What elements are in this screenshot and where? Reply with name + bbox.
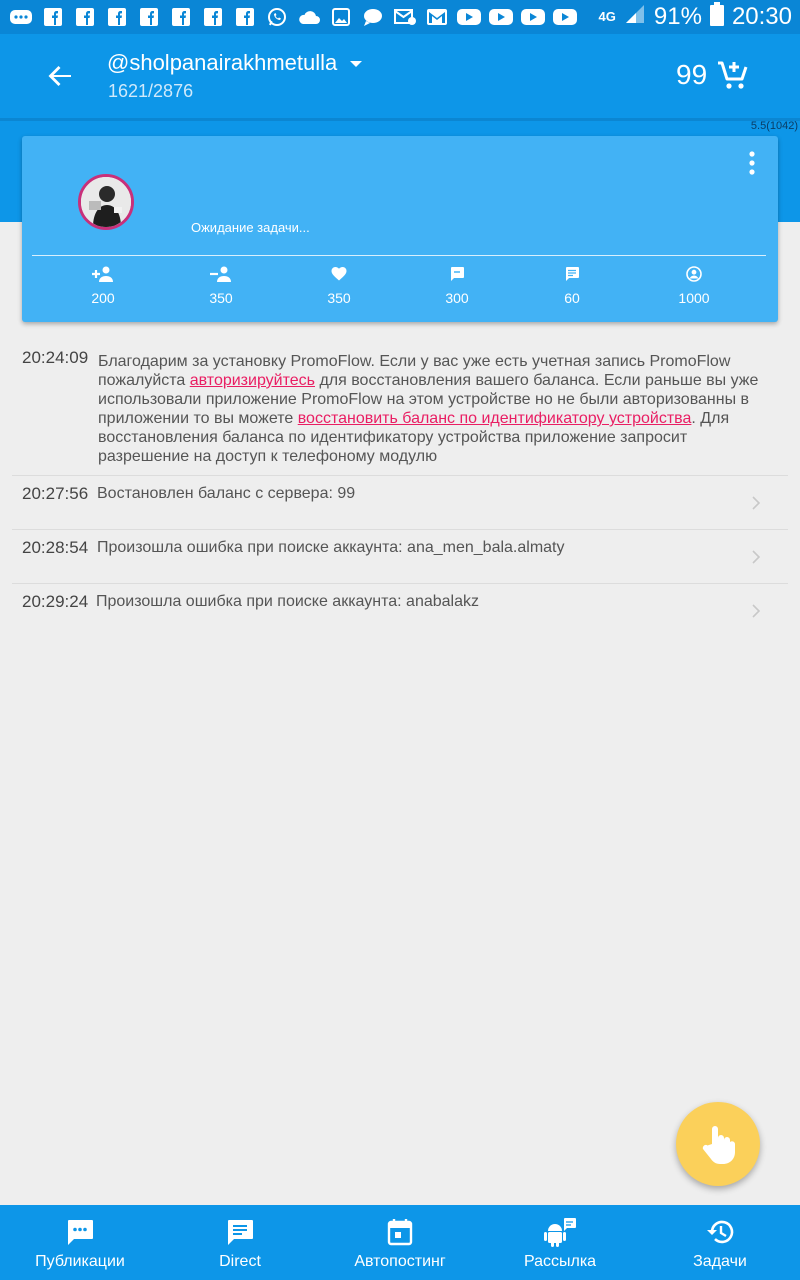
gallery-icon: [328, 7, 354, 27]
log-message: Произошла ошибка при поиске аккаунта: ana_men_bala.almaty: [97, 539, 565, 556]
facebook-icon: [232, 7, 258, 27]
log-entry: [12, 340, 788, 476]
dropdown-arrow-icon[interactable]: [346, 54, 366, 74]
facebook-icon: [72, 7, 98, 27]
account-card: [22, 136, 778, 322]
event-log: [12, 340, 788, 638]
touch-icon: [698, 1122, 738, 1166]
whatsapp-icon: [264, 7, 290, 27]
calendar-icon: [385, 1217, 415, 1247]
facebook-icon: [40, 7, 66, 27]
back-arrow-icon[interactable]: [44, 60, 76, 92]
start-task-button[interactable]: [676, 1102, 760, 1186]
account-counter: 1621/2876: [108, 81, 194, 101]
stat-follow: [63, 266, 143, 306]
log-time: 20:27:56: [22, 484, 89, 503]
nav-direct[interactable]: [160, 1205, 320, 1280]
log-message: Востановлен баланс с сервера: 99: [97, 485, 356, 502]
card-divider: [32, 255, 766, 256]
nav-label: Direct: [219, 1253, 261, 1270]
app-version: 5.5(1042): [750, 120, 798, 132]
restore-balance-link[interactable]: восстановить баланс по идентификатору устройства: [297, 410, 692, 427]
chevron-right-icon: [750, 494, 762, 512]
log-entry[interactable]: [12, 530, 788, 584]
log-time: 20:24:09: [22, 348, 89, 367]
message-icon: [564, 266, 580, 282]
nav-mailing[interactable]: [480, 1205, 640, 1280]
stat-likes: [299, 266, 379, 306]
notification-icons: [8, 7, 578, 27]
account-username[interactable]: @sholpanairakhmetulla: [107, 50, 338, 75]
nav-tasks[interactable]: [640, 1205, 800, 1280]
log-time: 20:28:54: [22, 538, 89, 557]
facebook-icon: [168, 7, 194, 27]
history-icon: [705, 1217, 735, 1247]
chevron-right-icon: [750, 602, 762, 620]
comment-icon: [449, 266, 465, 282]
balance-value: 99: [676, 59, 708, 90]
stat-value: 350: [327, 290, 351, 306]
clock: 20:30: [731, 3, 792, 30]
log-time: 20:29:24: [22, 592, 89, 611]
battery-icon: [710, 2, 724, 33]
nav-publications[interactable]: [0, 1205, 160, 1280]
stat-comments: [417, 266, 497, 306]
status-right: [599, 2, 792, 33]
nav-label: Автопостинг: [354, 1253, 446, 1270]
chat-icon: [360, 7, 386, 27]
facebook-icon: [200, 7, 226, 27]
stat-value: 300: [445, 290, 469, 306]
direct-icon: [225, 1217, 255, 1247]
profile-icon: [686, 266, 702, 282]
more-vert-icon[interactable]: [742, 150, 762, 176]
nav-label: Рассылка: [523, 1253, 597, 1270]
youtube-icon: [520, 7, 546, 27]
stat-value: 200: [91, 290, 115, 306]
bottom-navigation: [0, 1205, 800, 1280]
stat-profiles: [654, 266, 734, 306]
nav-label: Публикации: [35, 1253, 125, 1270]
signal-icon: [624, 3, 646, 32]
facebook-icon: [104, 7, 130, 27]
heart-icon: [331, 266, 347, 282]
log-entry[interactable]: [12, 476, 788, 530]
youtube-icon: [488, 7, 514, 27]
network-type: 4G: [598, 9, 616, 24]
gmail-icon: [424, 7, 450, 27]
publications-icon: [65, 1217, 95, 1247]
log-message: Произошла ошибка при поиске аккаунта: anabalakz: [96, 593, 479, 610]
chevron-right-icon: [750, 548, 762, 566]
avatar[interactable]: [78, 174, 134, 230]
battery-level: 91%: [653, 3, 702, 30]
log-entry[interactable]: [12, 584, 788, 638]
android-icon: [543, 1217, 577, 1247]
follow-icon: [91, 266, 115, 282]
task-status: Ожидание задачи...: [191, 220, 310, 235]
messenger-icon: [8, 7, 34, 27]
youtube-icon: [552, 7, 578, 27]
app-bar: [0, 34, 800, 118]
stat-unfollow: [181, 266, 261, 306]
youtube-icon: [456, 7, 482, 27]
stat-value: 350: [209, 290, 233, 306]
facebook-icon: [136, 7, 162, 27]
cloud-icon: [296, 7, 322, 27]
status-bar: [0, 0, 800, 34]
unfollow-icon: [209, 266, 233, 282]
log-message: Благодарим за установку PromoFlow. Если у вас уже есть учетная запись PromoFlow пожалуйста авторизируйтесь для восстановления вашего баланса. Если раньше вы уже использовали приложение PromoFlow на этом устройстве но не были авторизованны в приложении то вы можете восстановить баланс по идентификатору устройства. Для восстановления баланса по идентификатору устройства приложение запросит разрешение на доступ к телефоному модулю: [98, 353, 759, 465]
login-link[interactable]: авторизируйтесь: [189, 372, 315, 389]
nav-autoposting[interactable]: [320, 1205, 480, 1280]
stat-messages: [532, 266, 612, 306]
add-cart-icon[interactable]: [716, 58, 750, 92]
stat-value: 1000: [678, 290, 710, 306]
email-icon: [392, 7, 418, 27]
stat-value: 60: [564, 290, 580, 306]
nav-label: Задачи: [693, 1253, 747, 1270]
